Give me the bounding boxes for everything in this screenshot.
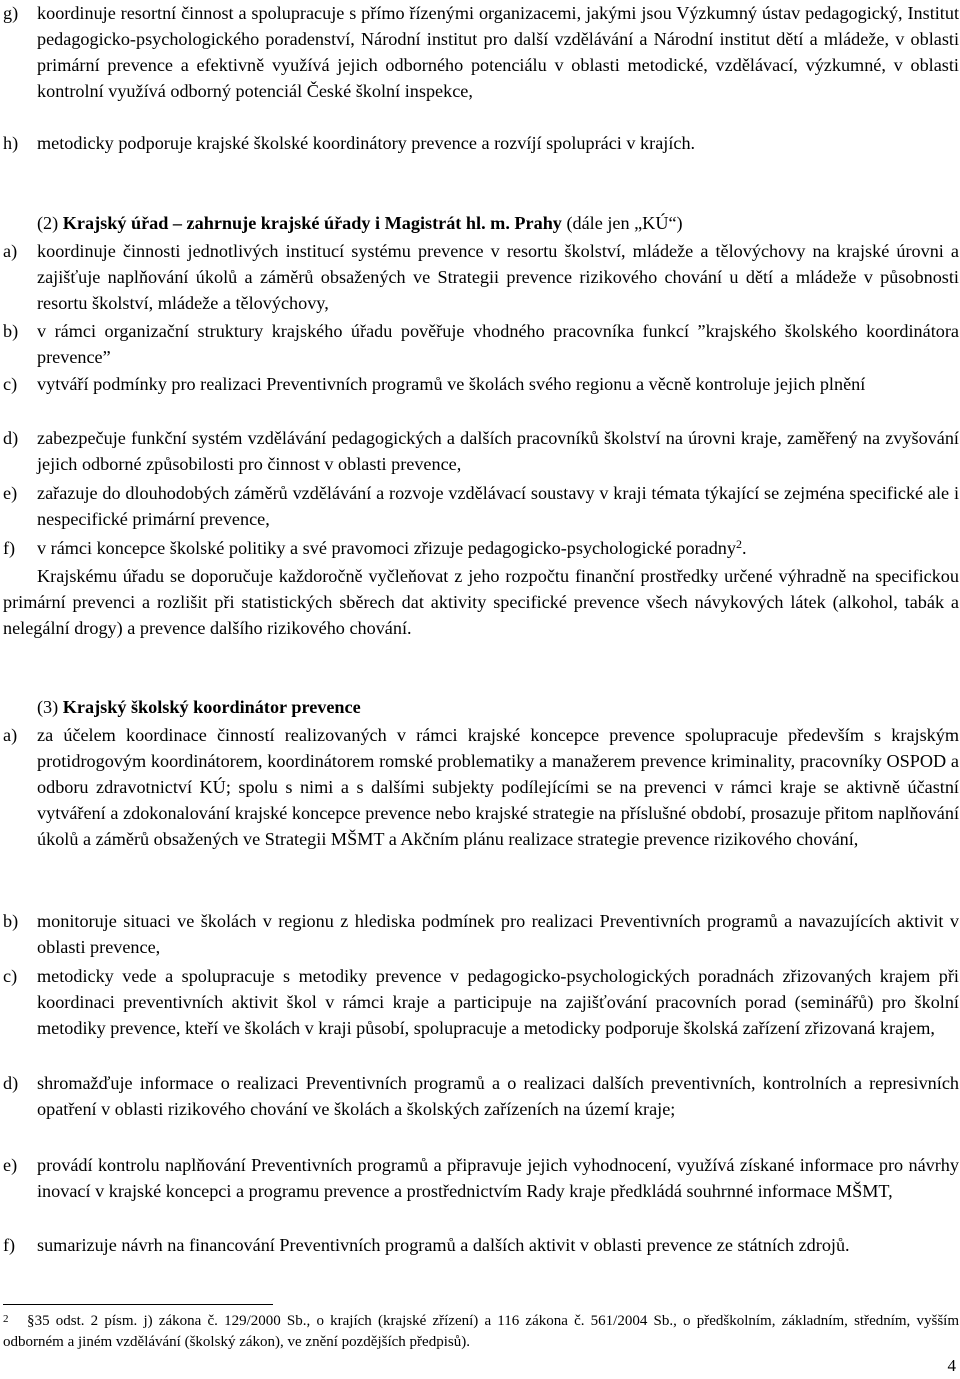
item-text: koordinuje činnosti jednotlivých institucí systému prevence v resortu školství, mládeže a tělovýchovy na krajské úrovni a zajišťuje naplňování úkolů a záměrů obsažených ve Strategii prevence rizikového chování u dětí a mládeže v působnosti resortu školství, mládeže a tělovýchovy, bbox=[37, 241, 959, 313]
item-marker: b) bbox=[3, 911, 19, 931]
section-number: (2) bbox=[37, 213, 59, 233]
list-item-2f bbox=[3, 535, 959, 561]
list-item-2d bbox=[3, 425, 959, 477]
list-item-2b bbox=[3, 318, 959, 370]
item-marker: c) bbox=[3, 966, 18, 986]
item-marker: f) bbox=[3, 1235, 16, 1255]
item-text: metodicky vede a spolupracuje s metodiky prevence v pedagogicko-psychologických poradnách zřizovaných krajem při koordinaci preventivních aktivit škol v rámci kraje a participuje na zajišťování pracovních porad (seminářů) pro školní metodiky prevence, kteří ve školách v kraji působí, spolupracuje a metodicky podporuje školská zařízení zřizovaná krajem, bbox=[37, 966, 959, 1038]
list-item-3a bbox=[3, 722, 959, 852]
list-item-h bbox=[3, 130, 959, 156]
item-text-body: v rámci koncepce školské politiky a své pravomoci zřizuje pedagogicko-psychologické poradny bbox=[37, 538, 736, 558]
list-item-3b bbox=[3, 908, 959, 960]
item-text: zařazuje do dlouhodobých záměrů vzdělávání a rozvoje vzdělávací soustavy v kraji témata týkající se zejména specifické ale i nespecifické primární prevence, bbox=[37, 483, 959, 529]
item-marker: d) bbox=[3, 428, 19, 448]
footnote-separator bbox=[3, 1304, 273, 1305]
item-text: v rámci organizační struktury krajského úřadu pověřuje vhodného pracovníka funkcí ”krajského školského koordinátora prevence” bbox=[37, 321, 959, 367]
item-marker: g) bbox=[3, 3, 19, 23]
list-item-2a bbox=[3, 238, 959, 316]
section-number: (3) bbox=[37, 697, 59, 717]
item-text: sumarizuje návrh na financování Preventivních programů a dalších aktivit v oblasti prevence ze státních zdrojů. bbox=[37, 1235, 850, 1255]
list-item-2e bbox=[3, 480, 959, 532]
item-text: monitoruje situaci ve školách v regionu z hlediska podmínek pro realizaci Preventivních programů a navazujících aktivit v oblasti prevence, bbox=[37, 911, 959, 957]
item-text: koordinuje resortní činnost a spolupracuje s přímo řízenými organizacemi, jakými jsou Výzkumný ústav pedagogický, Institut pedagogicko-psychologického poradenství, Národní institut pro další vzdělávání a Národní institut dětí a mládeže, v oblasti primární prevence a efektivně využívá jejich odborného potenciálu v oblasti metodické, vzdělávací, výzkumné, v oblasti kontrolní využívá odborný potenciál České školní inspekce, bbox=[37, 3, 959, 101]
item-marker: e) bbox=[3, 483, 18, 503]
item-marker: h) bbox=[3, 133, 19, 153]
item-marker: b) bbox=[3, 321, 19, 341]
list-item-3e bbox=[3, 1152, 959, 1204]
footnote: $^2$ §35 odst. 2 písm. j) zákona č. 129/2000 Sb., o krajích (krajské zřízení) a 116 zákona č. 561/2004 Sb., o předškolním, základním, středním, vyšším odborném a jiném vzdělávání (školský zákon), ve znění pozdějších předpisů). bbox=[3, 1313, 960, 1350]
item-marker: a) bbox=[3, 725, 18, 745]
item-marker: c) bbox=[3, 374, 18, 394]
item-text: za účelem koordinace činností realizovaných v rámci krajské koncepce prevence spolupracuje především s krajským protidrogovým koordinátorem, koordinátorem romské problematiky a manažerem prevence kriminality, pracovníky OSPOD a odboru zdravotnictví KÚ; spolu s nimi a s dalšími subjekty podílejícími se na prevenci v rámci kraje se aktivně účastní vytváření a zdokonalování krajské koncepce prevence nebo krajské strategie na příslušné období, prosazuje přitom naplňování úkolů a záměrů obsažených ve Strategii MŠMT a Akčním plánu realizace strategie prevence rizikového chování, bbox=[37, 725, 959, 849]
section-3-heading bbox=[37, 694, 361, 720]
item-text: shromažďuje informace o realizaci Preventivních programů a o realizaci dalších preventivních, kontrolních a represivních opatření v oblasti rizikového chování ve školách a školských zařízeních na území kraje; bbox=[37, 1073, 959, 1119]
section-2-heading bbox=[37, 210, 683, 236]
list-item-3f bbox=[3, 1232, 959, 1258]
item-text: metodicky podporuje krajské školské koordinátory prevence a rozvíjí spolupráci v krajích. bbox=[37, 133, 696, 153]
list-item-3c bbox=[3, 963, 959, 1041]
item-marker: d) bbox=[3, 1073, 19, 1093]
section-title: Krajský školský koordinátor prevence bbox=[62, 697, 361, 717]
item-marker: e) bbox=[3, 1155, 18, 1175]
section-title-suffix: (dále jen „KÚ“) bbox=[566, 213, 683, 233]
item-text: zabezpečuje funkční systém vzdělávání pedagogických a dalších pracovníků školství na úrovni kraje, zaměřený na zvyšování jejich odborné způsobilosti pro činnost v oblasti prevence, bbox=[37, 428, 959, 474]
footnote-text: 35 odst. 2 písm. j) zákona č. 129/2000 Sb., o krajích (krajské zřízení) a 116 zákona č. 561/2004 Sb., o předškolním, základním, středním, vyšším odborném a jiném vzdělávání (školský zákon), ve znění pozdějších předpisů). bbox=[3, 1313, 960, 1350]
item-text: provádí kontrolu naplňování Preventivních programů a připravuje jejich vyhodnocení, využívá získané informace pro návrhy inovací v krajské koncepci a programu prevence a prostřednictvím Rady kraje předkládá souhrnné informace MŠMT, bbox=[37, 1155, 959, 1201]
list-item-3d bbox=[3, 1070, 959, 1122]
footnote-number: 2 bbox=[3, 1313, 9, 1325]
list-item-2c bbox=[3, 371, 959, 397]
item-marker: f) bbox=[3, 538, 16, 558]
footnote-reference: 2 bbox=[735, 537, 742, 551]
section-2-closing-paragraph: Krajskému úřadu se doporučuje každoročně vyčleňovat z jeho rozpočtu finanční prostředky určené výhradně na specifickou primární prevenci a rozlišit při statistických sběrech dat aktivity specifické prevence všech návykových látek (alkohol, tabák a nelegální drogy) a prevence dalšího rizikového chování. bbox=[3, 566, 959, 638]
page-number: 4 bbox=[947, 1356, 956, 1375]
item-text: v rámci koncepce školské politiky a své pravomoci zřizuje pedagogicko-psychologické poradny$^2$. bbox=[37, 537, 747, 558]
section-title: Krajský úřad – zahrnuje krajské úřady i Magistrát hl. m. Prahy bbox=[62, 213, 562, 233]
list-item-g bbox=[3, 0, 959, 104]
item-marker: a) bbox=[3, 241, 18, 261]
item-text: vytváří podmínky pro realizaci Preventivních programů ve školách svého regionu a věcně kontroluje jejich plnění bbox=[37, 374, 866, 394]
